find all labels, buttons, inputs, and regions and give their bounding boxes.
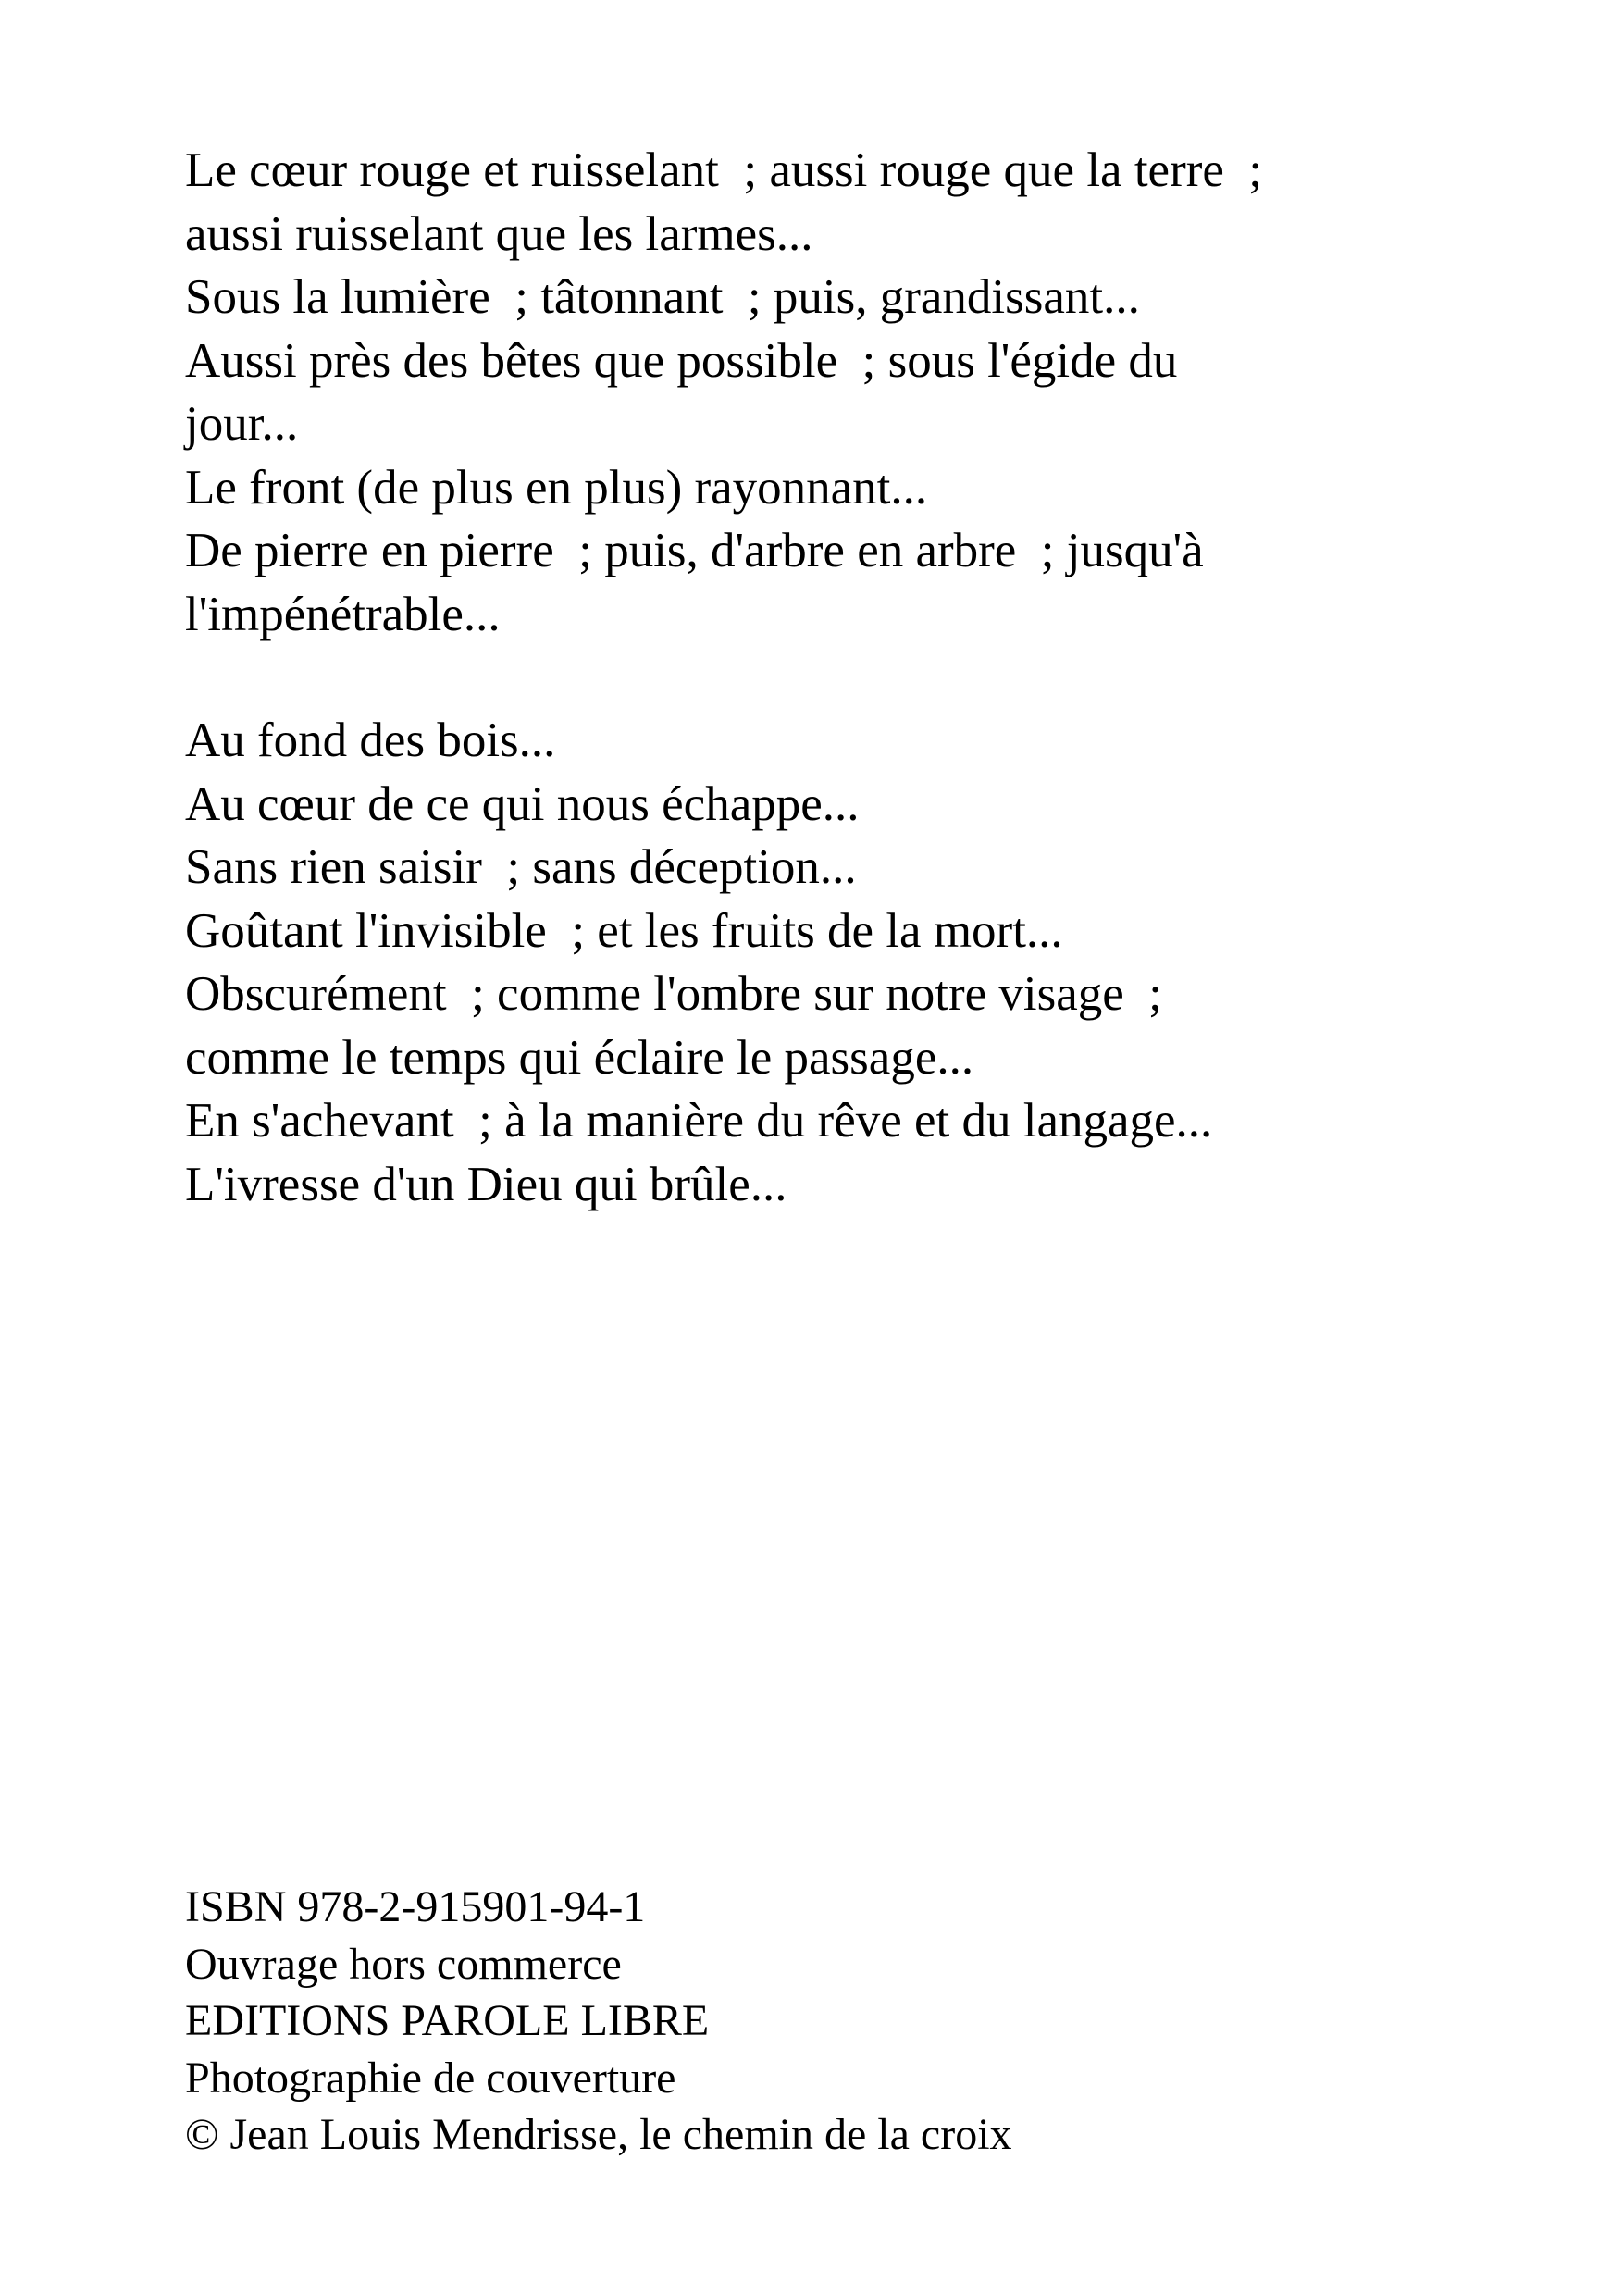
poem-line: aussi ruisselant que les larmes... <box>185 206 813 261</box>
poem-line: L'ivresse d'un Dieu qui brûle... <box>185 1157 787 1211</box>
poem-line: Au cœur de ce qui nous échappe... <box>185 776 860 831</box>
poem-line: Au fond des bois... <box>185 714 556 767</box>
poem-line: Goûtant l'invisible ; et les fruits de la mort... <box>185 903 1063 958</box>
publisher-name: EDITIONS PAROLE LIBRE <box>185 1996 710 2045</box>
commerce-note: Ouvrage hors commerce <box>185 1939 622 1989</box>
poem-line: Sans rien saisir ; sans déception... <box>185 840 857 894</box>
photo-label: Photographie de couverture <box>185 2053 676 2103</box>
poem-line: Sous la lumière ; tâtonnant ; puis, grandissant... <box>185 270 1140 324</box>
poem-line: jour... <box>185 397 299 451</box>
isbn-text: ISBN 978-2-915901-94-1 <box>185 1882 646 1931</box>
poem-line: De pierre en pierre ; puis, d'arbre en arbre ; jusqu'à <box>185 524 1204 577</box>
poem-line: Obscurément ; comme l'ombre sur notre visage ; <box>185 967 1163 1021</box>
poem-line: l'impénétrable... <box>185 587 501 641</box>
colophon <box>185 1879 1481 2164</box>
stanza-2 <box>185 709 1481 1216</box>
poem-line: Aussi près des bêtes que possible ; sous l'égide du <box>185 333 1178 388</box>
poem-line: comme le temps qui éclaire le passage... <box>185 1030 974 1085</box>
stanza-divider <box>185 646 1481 709</box>
stanza-1 <box>185 139 1481 646</box>
poem-line: Le cœur rouge et ruisselant ; aussi rouge que la terre ; <box>185 143 1263 197</box>
photo-credit: © Jean Louis Mendrisse, le chemin de la croix <box>185 2110 1012 2159</box>
poem-line: Le front (de plus en plus) rayonnant... <box>185 460 928 515</box>
poem-line: En s'achevant ; à la manière du rêve et du langage... <box>185 1094 1213 1148</box>
poem-text <box>185 139 1481 1216</box>
